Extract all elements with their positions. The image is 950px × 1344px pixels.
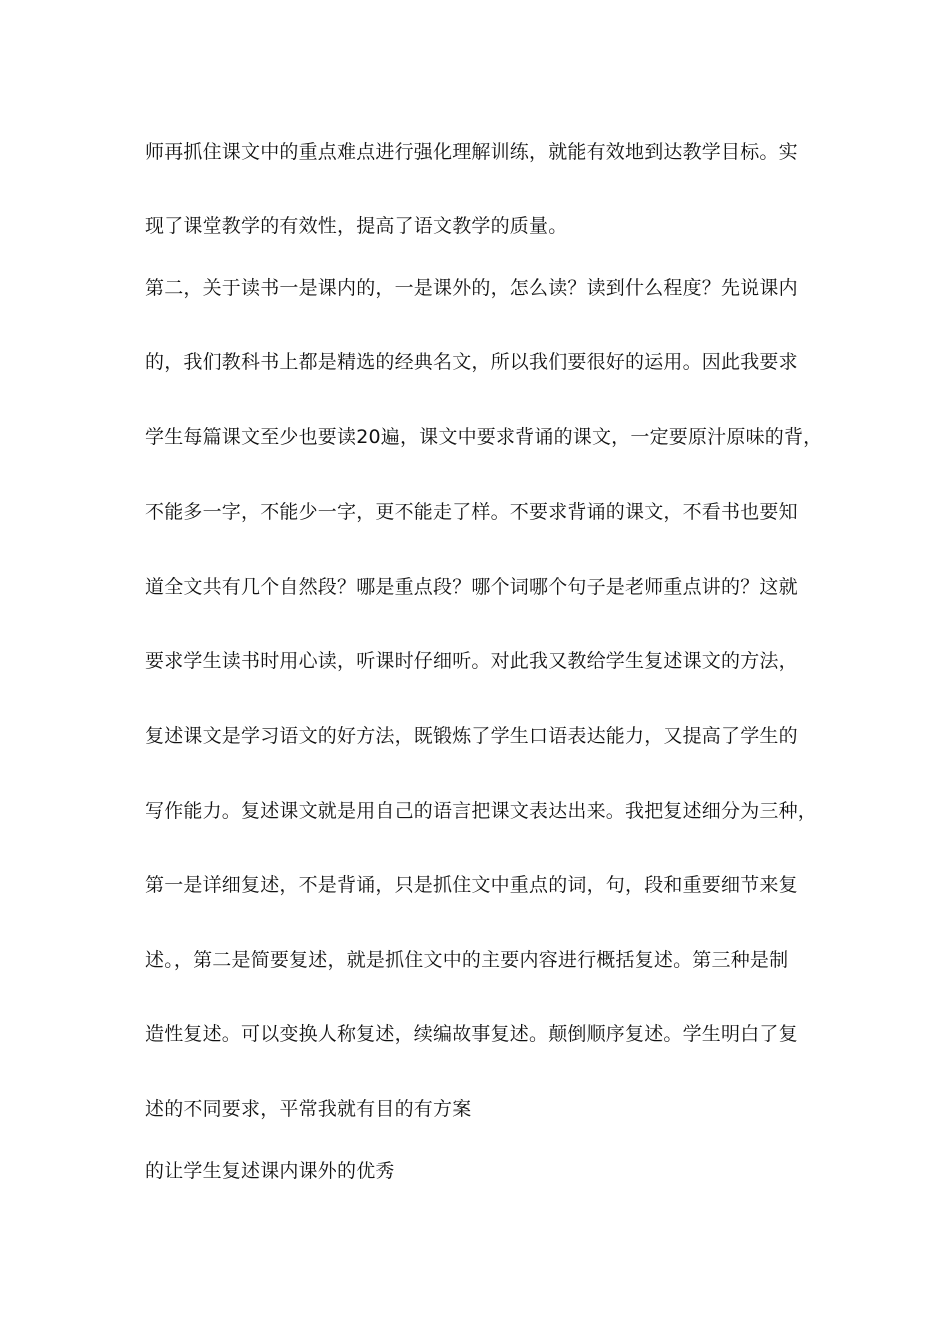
text-line-10: 写作能力。复述课文就是用自己的语言把课文表达出来。我把复述细分为三种，: [145, 800, 818, 822]
text-line-8: 要求学生读书时用心读，听课时仔细听。对此我又教给学生复述课文的方法，: [145, 650, 798, 672]
text-line-3: 第二，关于读书一是课内的，一是课外的，怎么读？读到什么程度？先说课内: [145, 277, 798, 299]
text-line-13: 造性复述。可以变换人称复述，续编故事复述。颠倒顺序复述。学生明白了复: [145, 1023, 798, 1045]
text-line-6: 不能多一字，不能少一字，更不能走了样。不要求背诵的课文，不看书也要知: [145, 501, 798, 523]
text-line-1: 师再抓住课文中的重点难点进行强化理解训练，就能有效地到达教学目标。实: [145, 141, 798, 163]
text-line-12: 述。，第二是简要复述，就是抓住文中的主要内容进行概括复述。第三种是制: [145, 949, 789, 971]
text-line-14: 述的不同要求，平常我就有目的有方案: [145, 1098, 472, 1120]
text-line-15: 的让学生复述课内课外的优秀: [145, 1160, 395, 1182]
text-line-4: 的，我们教科书上都是精选的经典名文，所以我们要很好的运用。因此我要求: [145, 351, 798, 373]
text-line-2: 现了课堂教学的有效性，提高了语文教学的质量。: [145, 215, 568, 237]
text-line-5: 学生每篇课文至少也要读20遍，课文中要求背诵的课文，一定要原汁原味的背，: [145, 426, 823, 448]
text-line-7: 道全文共有几个自然段？哪是重点段？哪个词哪个句子是老师重点讲的？这就: [145, 576, 798, 598]
text-line-9: 复述课文是学习语文的好方法，既锻炼了学生口语表达能力，又提高了学生的: [145, 725, 798, 747]
text-line-11: 第一是详细复述，不是背诵，只是抓住文中重点的词，句，段和重要细节来复: [145, 874, 798, 896]
